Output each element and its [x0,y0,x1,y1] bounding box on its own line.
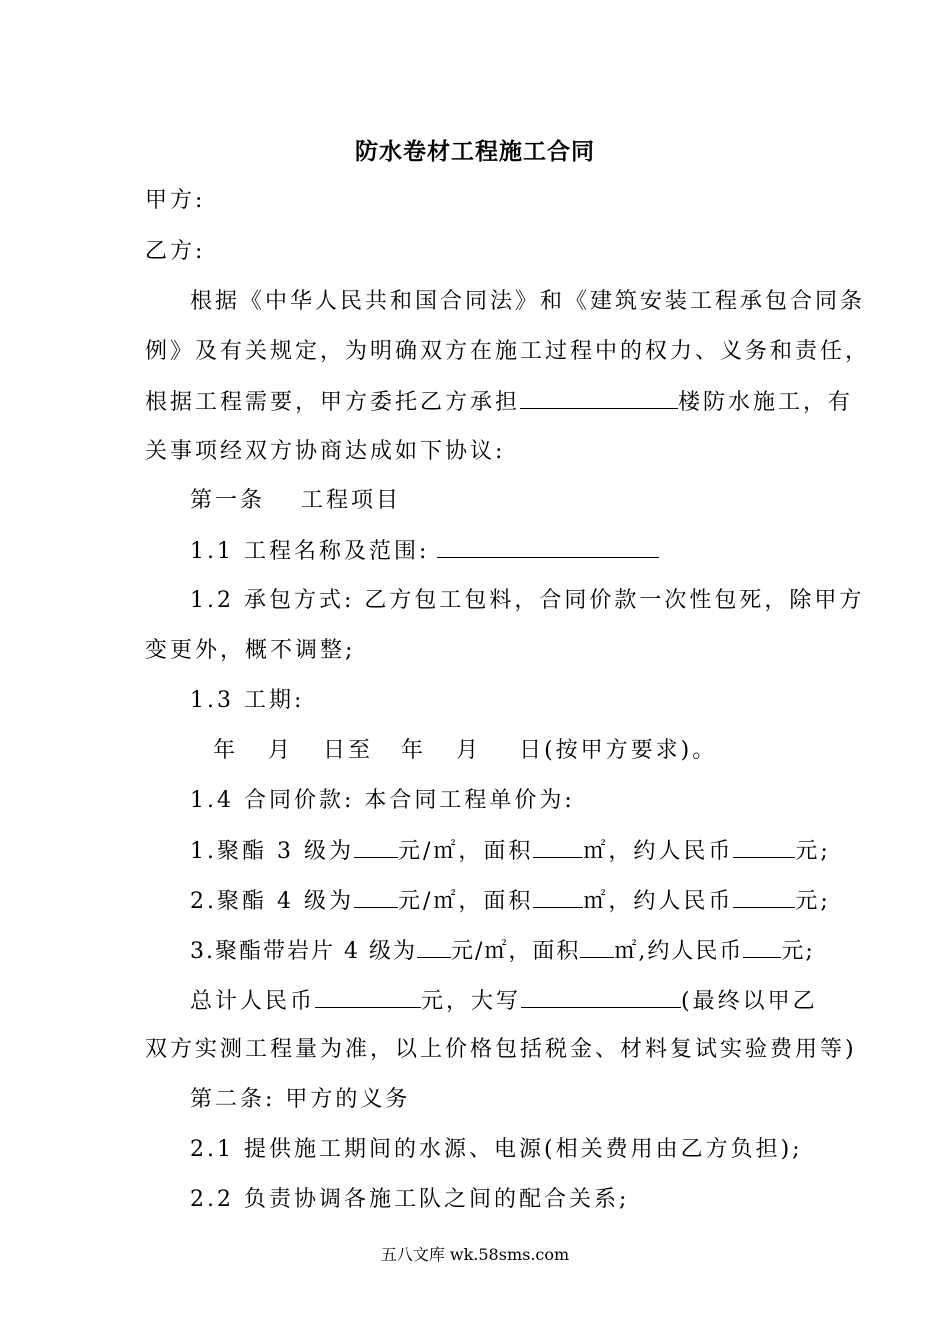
intro-line-3 [145,388,853,417]
total-capital-label: 元，大写 [421,989,522,1014]
price-line-2 [190,887,831,916]
period-year-2: 年 [401,738,427,763]
document-title: 防水卷材工程施工合同 [355,138,595,165]
price-3-label: 3.聚酯带岩片 4 级为 [190,939,417,964]
price-1-amount-blank [733,837,795,858]
price-3-yuan: 元; [781,939,815,964]
intro-line-3-after: 楼防水施工，有 [678,390,854,415]
price-2-yuan: 元; [795,889,831,914]
price-1-area-blank [533,837,583,858]
item-1-1 [190,537,659,566]
total-note-start: (最终以甲乙 [681,989,818,1014]
price-1-yuan: 元; [795,839,831,864]
price-1-label: 1.聚酯 3 级为 [190,839,354,864]
intro-line-2: 例》及有关规定，为明确双方在施工过程中的权力、义务和责任， [145,339,871,364]
price-2-amount-label: ㎡，约人民币 [583,889,734,914]
project-blank [520,388,678,409]
total-line-1 [190,987,818,1016]
total-amount-blank [315,987,421,1008]
price-1-amount-label: ㎡，约人民币 [583,839,734,864]
item-1-4: 1.4 合同价款: 本合同工程单价为: [190,788,575,813]
article-1-heading [190,487,401,515]
item-1-2-line-2: 变更外，概不调整; [145,638,356,663]
price-3-amount-blank [743,937,781,958]
total-line-2: 双方实测工程量为准，以上价格包括税金、材料复试实验费用等) [145,1037,857,1062]
price-2-amount-blank [733,887,795,908]
price-3-area-blank [580,937,614,958]
price-line-3 [190,937,815,966]
item-1-2-line-1: 1.2 承包方式: 乙方包工包料，合同价款一次性包死，除甲方 [190,588,865,613]
price-2-label: 2.聚酯 4 级为 [190,889,354,914]
period-day-note: 日(按甲方要求)。 [519,738,718,763]
price-2-unit-blank [354,887,398,908]
item-2-2: 2.2 负责协调各施工队之间的配合关系; [190,1187,630,1212]
total-capital-blank [521,987,681,1008]
party-b-label: 乙方: [145,239,206,264]
price-1-unit-blank [354,837,398,858]
price-3-amount-label: ㎡,约人民币 [614,939,744,964]
item-1-1-label: 1.1 工程名称及范围: [190,539,430,564]
article-1-title: 工程项目 [301,488,402,513]
period-month-2: 月 [456,738,482,763]
intro-line-1: 根据《中华人民共和国合同法》和《建筑安装工程承包合同条 [190,289,866,314]
price-3-area-label: 元/㎡，面积 [450,939,581,964]
total-label: 总计人民币 [190,989,316,1014]
party-a-label: 甲方: [145,188,206,213]
project-name-blank [437,537,659,558]
item-1-3: 1.3 工期: [190,688,305,713]
footer-watermark: 五八文库 wk.58sms.com [380,1245,570,1264]
intro-line-4: 关事项经双方协商达成如下协议: [145,439,506,464]
intro-line-3-before: 根据工程需要，甲方委托乙方承担 [145,390,521,415]
price-line-1 [190,837,831,866]
period-year-1: 年 [213,738,239,763]
article-2-heading: 第二条: 甲方的义务 [190,1087,411,1112]
price-2-area-blank [533,887,583,908]
period-month-1: 月 [268,738,294,763]
article-1-number: 第一条 [190,488,266,513]
period-day-to: 日至 [323,738,374,763]
construction-period [213,737,717,765]
price-2-area-label: 元/㎡，面积 [397,889,534,914]
price-3-unit-blank [417,937,451,958]
price-1-area-label: 元/㎡，面积 [397,839,534,864]
item-2-1: 2.1 提供施工期间的水源、电源(相关费用由乙方负担); [190,1137,803,1162]
